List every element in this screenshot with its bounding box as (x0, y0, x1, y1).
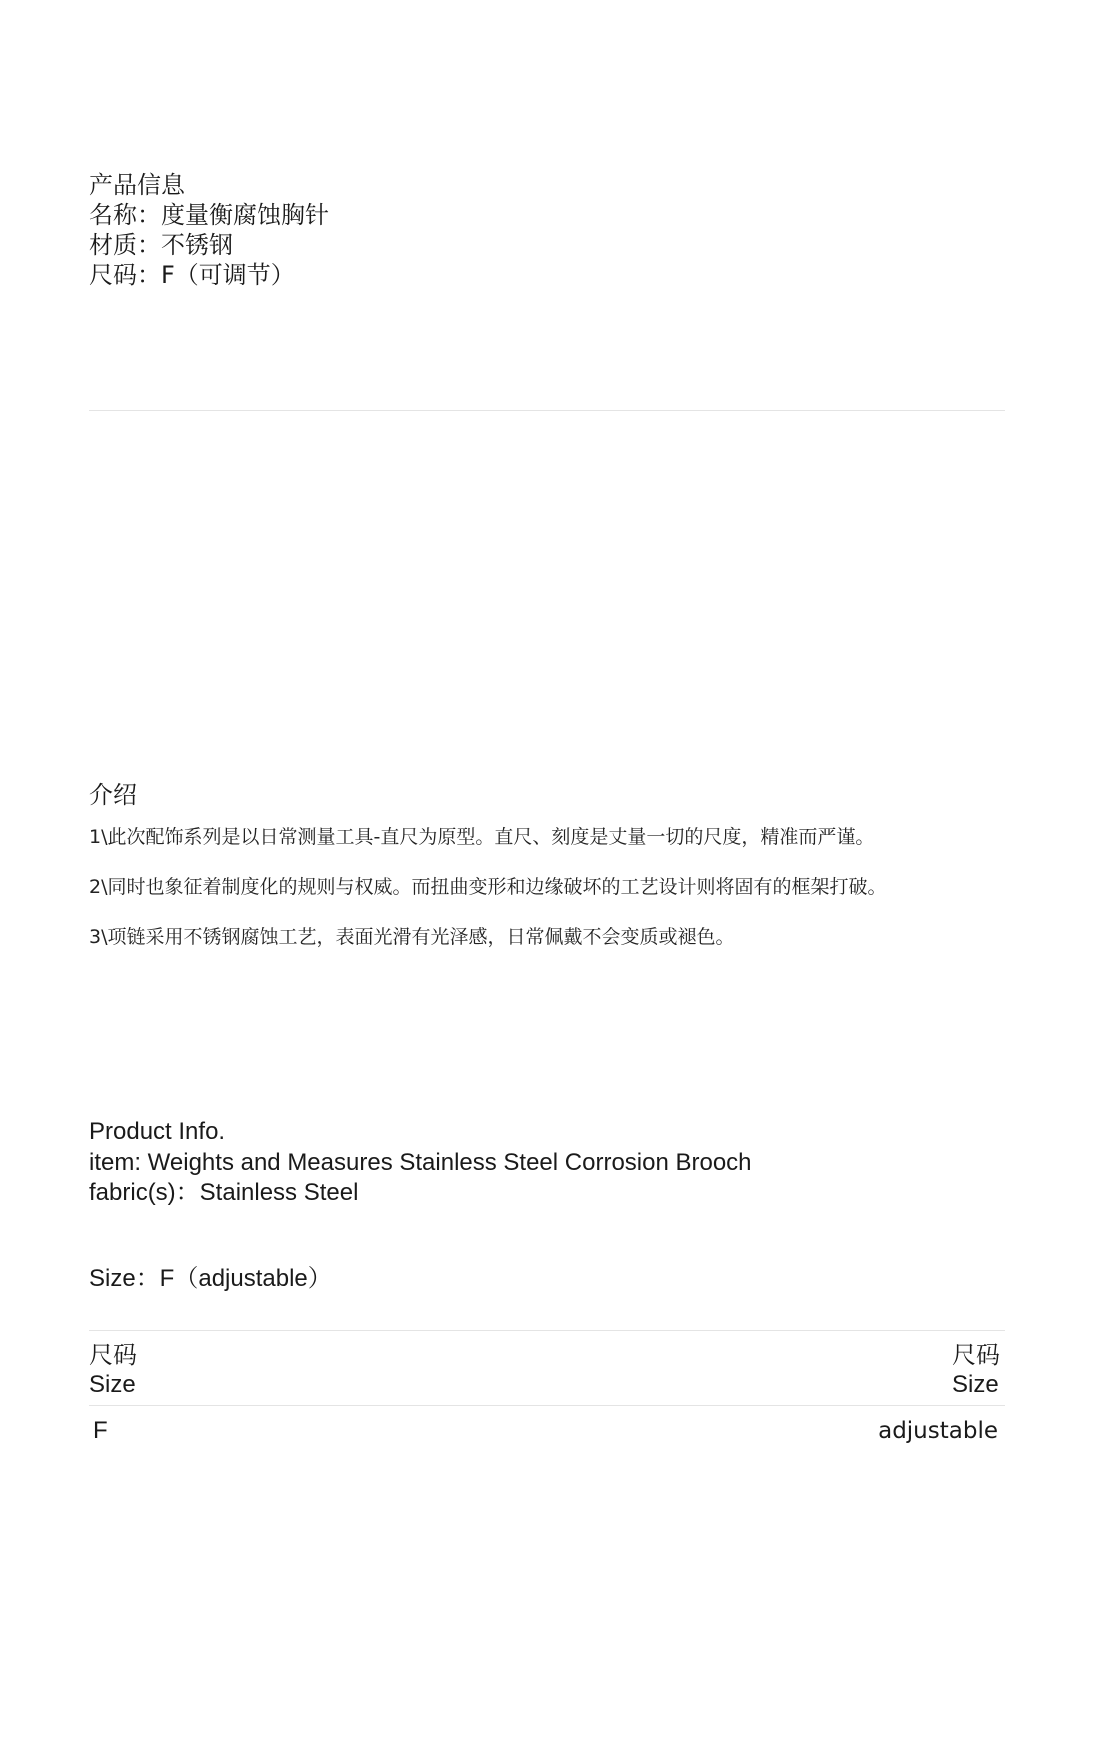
size-table-header (89, 1331, 1005, 1405)
intro-paragraph-2: 2\同时也象征着制度化的规则与权威。而扭曲变形和边缘破坏的工艺设计则将固有的框架打破。 (89, 876, 887, 898)
en-info-item: item: Weights and Measures Stainless Steel Corrosion Brooch (89, 1148, 752, 1176)
section-divider (89, 410, 1005, 411)
en-info-fabric: fabric(s)：Stainless Steel (89, 1179, 359, 1206)
cn-product-info (89, 170, 329, 290)
en-product-info (89, 1117, 752, 1209)
size-value-left: F (93, 1417, 108, 1444)
intro-heading-text: 介绍 (89, 781, 137, 809)
size-header-left-en: Size (89, 1371, 136, 1398)
cn-info-size: 尺码：F（可调节） (89, 261, 295, 289)
intro-paragraph-3: 3\项链采用不锈钢腐蚀工艺，表面光滑有光泽感，日常佩戴不会变质或褪色。 (89, 926, 735, 948)
cn-info-name: 名称：度量衡腐蚀胸针 (89, 201, 329, 229)
size-header-right (952, 1341, 1000, 1405)
size-header-left (89, 1341, 137, 1405)
intro-paragraph-1: 1\此次配饰系列是以日常测量工具-直尺为原型。直尺、刻度是丈量一切的尺度，精准而严谨。 (89, 826, 875, 848)
cn-info-material: 材质：不锈钢 (89, 231, 233, 259)
size-header-right-en: Size (952, 1371, 999, 1398)
en-info-size: Size：F（adjustable） (89, 1265, 332, 1292)
size-header-right-cn: 尺码 (952, 1341, 1000, 1369)
size-table (89, 1330, 1005, 1446)
en-info-heading: Product Info. (89, 1118, 226, 1145)
intro-heading (89, 780, 137, 810)
size-header-left-cn: 尺码 (89, 1341, 137, 1369)
table-row (89, 1406, 1005, 1446)
cn-info-heading: 产品信息 (89, 171, 185, 199)
size-value-right: adjustable (878, 1418, 998, 1444)
